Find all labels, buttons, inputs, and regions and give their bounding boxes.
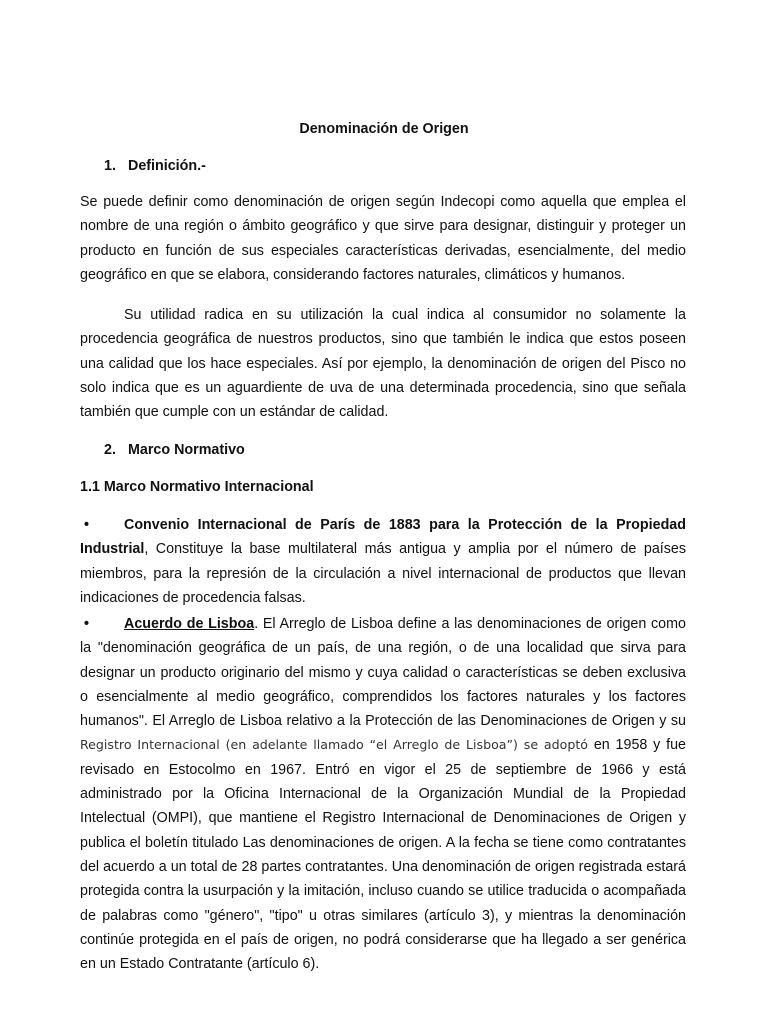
section-label: Definición.- [128,158,206,174]
bullet-item-lisboa [80,612,686,976]
utility-paragraph: Su utilidad radica en su utilización la cual indica al consumidor no solamente la procedencia geográfica de nuestros productos, sino que también le indica que estos poseen una calidad que los hace especiales. Así por ejemplo, la denominación de origen del Pisco no solo indica que es un aguardiente de uva de una determinada procedencia, sino que señala también que cumple con un estándar de calidad. [80,307,686,421]
bullet-text: . El Arreglo de Lisboa define a las denominaciones de origen como la "denominación geográfica de un país, de una región, o de una localidad que sirva para designar un producto originario del mismo y cuya calidad o características se deben exclusiva o esencialmente al medio geográfico, comprendidos los factores naturales y los factores humanos". El Arreglo de Lisboa relativo a la Protección de las Denominaciones de Origen y su [80,616,686,730]
section-number: 2. [104,442,116,458]
document-title: Denominación de Origen [299,121,469,137]
bullet-bold-title: Acuerdo de Lisboa [124,616,255,632]
section-number: 1. [104,158,116,174]
subsection-heading: 1.1 Marco Normativo Internacional [80,479,314,495]
bullet-paragraph [80,612,686,976]
bullet-icon: • [84,616,90,632]
bullet-icon: • [84,517,90,533]
bullet-text: en 1958 y fue revisado en Estocolmo en 1967. Entró en vigor el 25 de septiembre de 1966 y está administrado por la Oficina Internacional de la Organización Mundial de la Propiedad Intelectual (OMPI), que mantiene el Registro Internacional de Denominaciones de Origen y publica el boletín titulado Las denominaciones de origen. A la fecha se tiene como contratantes del acuerdo a un total de 28 partes contratantes. Una denominación de origen registrada estará protegida contra la usurpación y la imitación, incluso cuando se utilice traducida o acompañada de palabras como "género", "tipo" u otras similares (artículo 3), y mientras la denominación continúe protegida en el país de origen, no podrá considerarse que ha llegado a ser genérica en un Estado Contratante (artículo 6). [80,737,686,973]
section-heading-marco-normativo [80,438,245,462]
bullet-paragraph [80,513,686,610]
definition-paragraph: Se puede definir como denominación de origen según Indecopi como aquella que emplea el nombre de una región o ámbito geográfico y que sirve para designar, distinguir y proteger un producto en función de sus especiales características derivadas, esencialmente, del medio geográfico en que se elabora, considerando factores naturales, climáticos y humanos. [80,194,686,283]
bullet-item-paris [80,513,686,610]
bullet-text: , Constituye la base multilateral más antigua y amplia por el número de países miembros, para la represión de la circulación a nivel internacional de productos que llevan indicaciones de procedencia falsas. [80,541,686,606]
section-heading-definicion [80,154,206,178]
bullet-text-alt-font: Registro Internacional (en adelante llamado “el Arreglo de Lisboa”) se adoptó [80,737,588,753]
bullet-bold-title: Convenio Internacional de París de 1883 para la Protección de la Propiedad Industrial [80,517,686,558]
section-label: Marco Normativo [128,442,245,458]
